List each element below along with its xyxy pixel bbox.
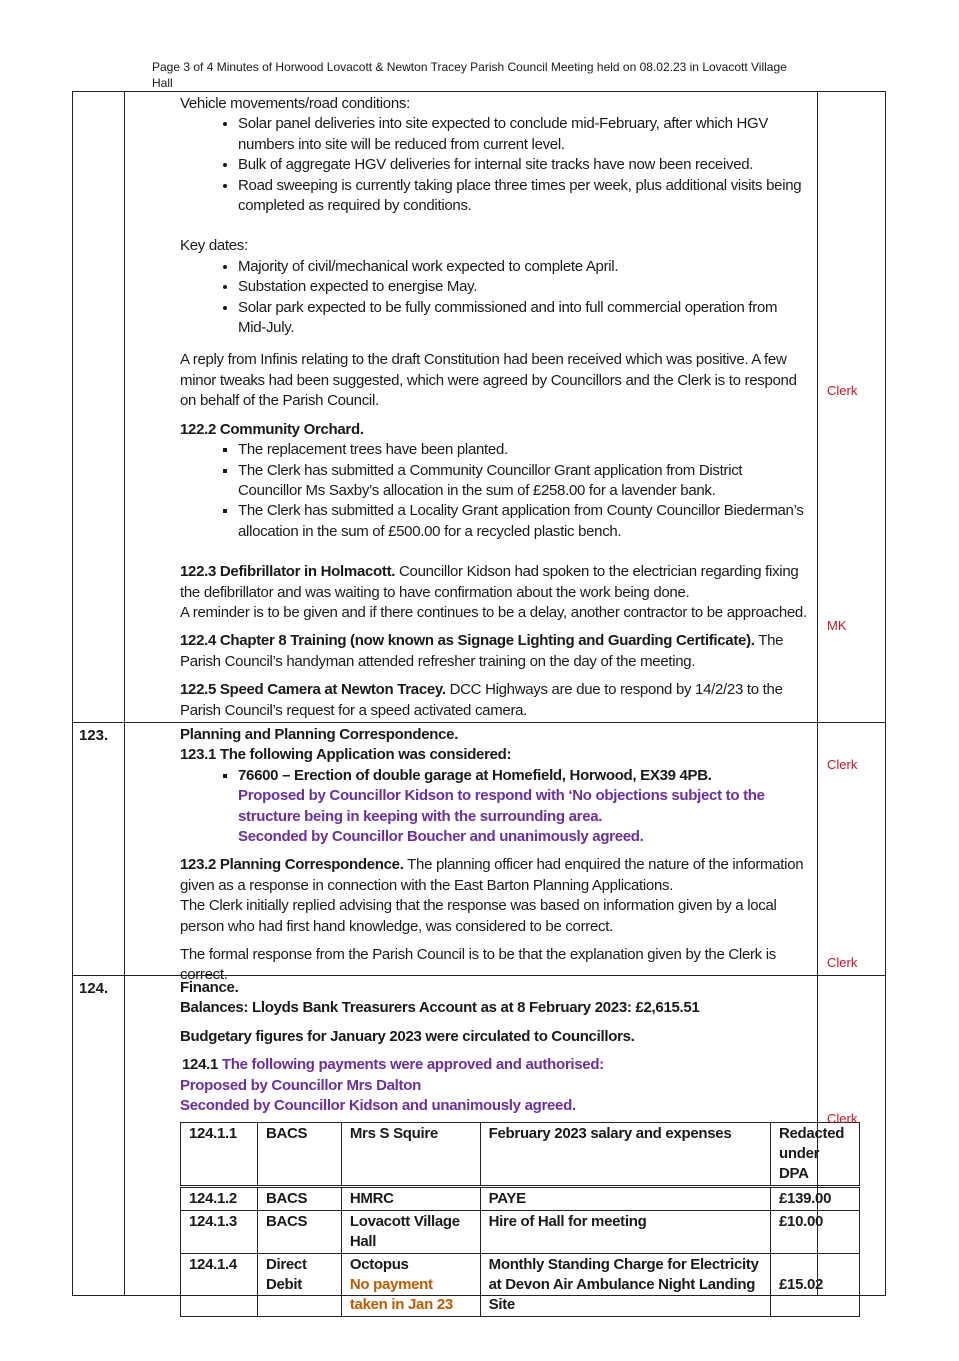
- payment-description: Monthly Standing Charge for Electricity at Devon Air Ambulance Night Landing Site: [480, 1254, 770, 1317]
- section-122-3-heading: 122.3 Defibrillator in Holmacott.: [180, 563, 396, 581]
- table-row: [181, 1254, 860, 1317]
- payment-amount: Redacted under DPA: [770, 1123, 859, 1187]
- section-122-4: [180, 631, 809, 672]
- section-122-3-text2: A reminder is to be given and if there continues to be a delay, another contractor to be approached.: [180, 603, 807, 621]
- payment-payee: HMRC: [341, 1187, 480, 1211]
- payment-description: Hire of Hall for meeting: [480, 1211, 770, 1254]
- action-column: [818, 92, 885, 722]
- list-item: • Solar park expected to be fully commissioned and into full commercial operation from Mid-July.: [238, 298, 809, 339]
- item-number: 124.: [73, 976, 125, 1295]
- orchard-list: [180, 440, 809, 542]
- vehicle-title: Vehicle movements/road conditions:: [180, 95, 410, 112]
- payment-ref: 124.1.2: [181, 1187, 258, 1211]
- application-text: 76600 – Erection of double garage at Homefield, Horwood, EX39 4PB.: [238, 766, 712, 784]
- seconded-text: Seconded by Councillor Kidson and unanimously agreed.: [180, 1097, 576, 1115]
- payment-amount: £139.00: [770, 1187, 859, 1211]
- action-label: Clerk: [827, 955, 858, 970]
- section-123-1-heading: 123.1 The following Application was considered:: [180, 746, 512, 764]
- table-row: [181, 1123, 860, 1187]
- proposed-text: Proposed by Councillor Mrs Dalton: [180, 1076, 421, 1094]
- section-122-4-heading: 122.4 Chapter 8 Training (now known as Signage Lighting and Guarding Certificate).: [180, 632, 755, 650]
- section-122-5-heading: 122.5 Speed Camera at Newton Tracey.: [180, 681, 446, 699]
- list-item: ▪ The replacement trees have been planted.: [238, 440, 809, 460]
- section-122-2-heading: 122.2 Community Orchard.: [180, 420, 364, 438]
- section-122-3: [180, 562, 809, 603]
- action-label: Clerk: [827, 757, 858, 772]
- payment-method: BACS: [257, 1123, 341, 1187]
- payment-method: BACS: [257, 1187, 341, 1211]
- item-body: [125, 723, 818, 984]
- action-label: Clerk: [827, 383, 858, 398]
- item-122-row: [73, 92, 885, 723]
- section-124-1-number: 124.1: [182, 1056, 219, 1074]
- payments-table: [180, 1122, 860, 1317]
- section-124-1: [180, 1055, 813, 1075]
- item-number: 123.: [73, 723, 125, 975]
- section-124-1-heading: The following payments were approved and authorised:: [218, 1056, 604, 1074]
- payment-description: February 2023 salary and expenses: [480, 1123, 770, 1187]
- infinis-paragraph: A reply from Infinis relating to the draft Constitution had been received which was positive. A few minor tweaks had been suggested, which were agreed by Councillors and the Clerk is to respond on behalf of the Parish Council.: [180, 351, 797, 410]
- action-column: [818, 976, 885, 1295]
- page-header: Page 3 of 4 Minutes of Horwood Lovacott & Newton Tracey Parish Council Meeting held on 08.02.23 in Lovacott Village Hall: [152, 60, 787, 90]
- payment-ref: 124.1.1: [181, 1123, 258, 1187]
- list-item: • Majority of civil/mechanical work expected to complete April.: [238, 257, 809, 277]
- table-row: [181, 1211, 860, 1254]
- item-124-title: Finance.: [180, 979, 239, 996]
- payment-payee-cell: [341, 1254, 480, 1317]
- section-123-2-heading: 123.2 Planning Correspondence.: [180, 856, 404, 874]
- item-123-row: [73, 723, 885, 984]
- action-label: Clerk: [827, 1111, 858, 1126]
- payment-description: PAYE: [480, 1187, 770, 1211]
- list-item: ▪ The Clerk has submitted a Locality Grant application from County Councillor Biederman’s allocation in the sum of £500.00 for a recycled plastic bench.: [238, 501, 809, 542]
- payment-method: Direct Debit: [257, 1254, 341, 1317]
- item-number: [73, 92, 125, 722]
- section-122-5-text: DCC Highways are due to respond by 14/2/23 to the Parish Council’s request for a speed activated camera.: [180, 681, 783, 719]
- minutes-table: [72, 91, 886, 1314]
- section-122-5: [180, 680, 809, 721]
- item-body: [125, 92, 818, 722]
- section-122-4-text: The Parish Council’s handyman attended refresher training on the day of the meeting.: [180, 632, 784, 670]
- payment-payee: Octopus: [349, 1256, 409, 1274]
- section-123-2-text3: The formal response from the Parish Council is to be that the explanation given by the Clerk is correct.: [180, 946, 776, 984]
- balances-text: Balances: Lloyds Bank Treasurers Account as at 8 February 2023: £2,615.51: [180, 999, 700, 1017]
- application-item: [238, 766, 809, 848]
- proposed-text: Proposed by Councillor Kidson to respond with ‘No objections subject to the structure being in keeping with the surrounding area.: [238, 787, 765, 825]
- payment-amount: £15.02: [770, 1254, 859, 1317]
- item-123-title: Planning and Planning Correspondence.: [180, 726, 459, 743]
- payment-payee: Mrs S Squire: [341, 1123, 480, 1187]
- item-124-row: [73, 976, 885, 1314]
- section-123-2-text2: The Clerk initially replied advising that the response was based on information given by a local person who had first hand knowledge, was considered to be correct.: [180, 897, 777, 935]
- section-123-2-text: The planning officer had enquired the nature of the information given as a response in connection with the East Barton Planning Applications.: [180, 856, 804, 894]
- payment-amount: £10.00: [770, 1211, 859, 1254]
- vehicle-list: [180, 114, 809, 216]
- action-column: [818, 723, 885, 975]
- payment-ref: 124.1.3: [181, 1211, 258, 1254]
- list-item: • Road sweeping is currently taking place three times per week, plus additional visits being completed as required by conditions.: [238, 176, 809, 217]
- payment-ref: 124.1.4: [181, 1254, 258, 1317]
- payment-payee: Lovacott Village Hall: [341, 1211, 480, 1254]
- seconded-text: Seconded by Councillor Boucher and unanimously agreed.: [238, 828, 644, 846]
- list-item: ▪ The Clerk has submitted a Community Councillor Grant application from District Councillor Ms Saxby’s allocation in the sum of £258.00 for a lavender bank.: [238, 461, 809, 502]
- table-row: [181, 1187, 860, 1211]
- list-item: • Solar panel deliveries into site expected to conclude mid-February, after which HGV numbers into site will be reduced from current level.: [238, 114, 809, 155]
- list-item: • Bulk of aggregate HGV deliveries for internal site tracks have now been received.: [238, 155, 809, 175]
- keydates-title: Key dates:: [180, 237, 248, 255]
- payment-method: BACS: [257, 1211, 341, 1254]
- keydates-list: [180, 257, 809, 339]
- budget-text: Budgetary figures for January 2023 were circulated to Councillors.: [180, 1027, 635, 1045]
- section-123-2: [180, 855, 809, 896]
- payment-note: No payment taken in Jan 23: [349, 1276, 453, 1314]
- action-label: MK: [827, 618, 847, 633]
- list-item: • Substation expected to energise May.: [238, 277, 809, 297]
- application-list: [180, 766, 809, 848]
- section-122-3-text: Councillor Kidson had spoken to the electrician regarding fixing the defibrillator and was waiting to have confirmation about the work being done.: [180, 563, 799, 601]
